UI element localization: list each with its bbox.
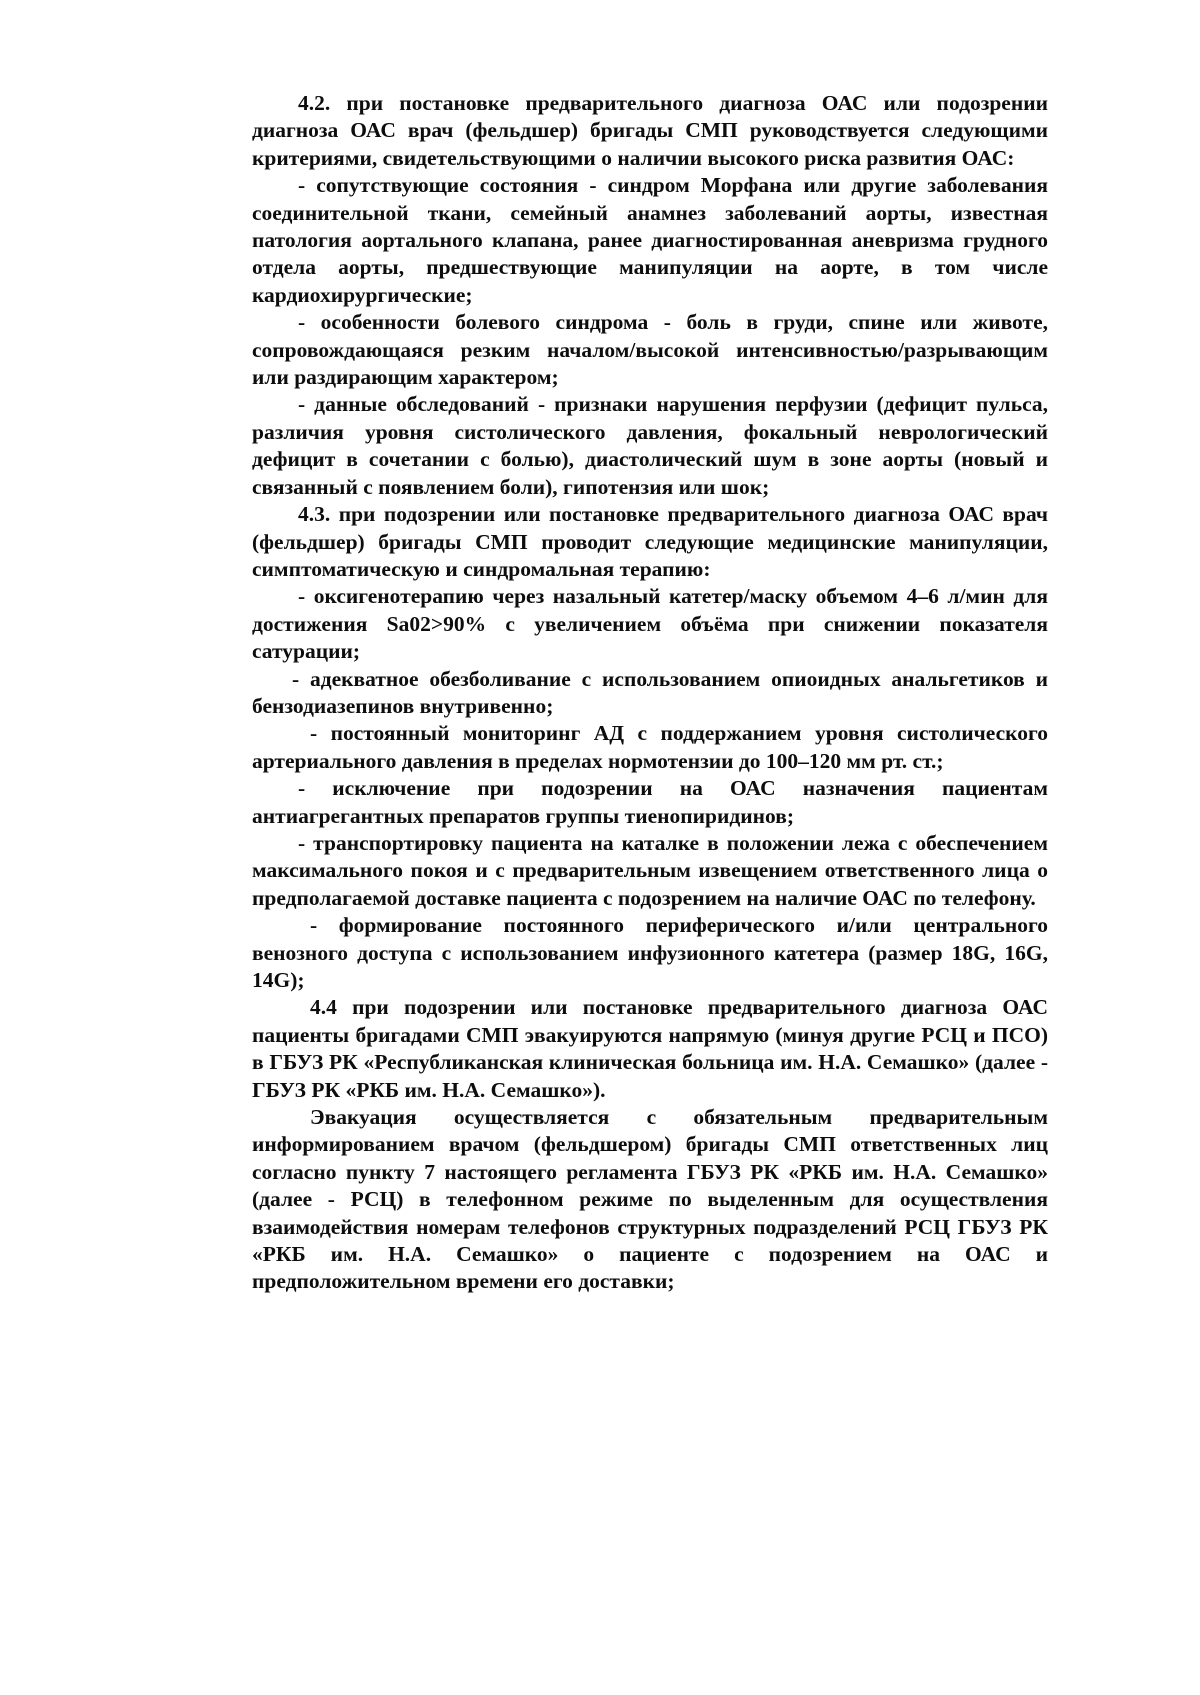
venous-access-item: - формирование постоянного периферического и/или центрального венозного доступа с использованием инфузионного катетера (размер 18G, 16G, 14G); xyxy=(252,913,1048,992)
bp-monitoring-item: - постоянный мониторинг АД с поддержанием уровня систолического артериального давления в пределах нормотензии до 100–120 мм рт. ст.; xyxy=(252,721,1048,773)
oxygen-therapy-item: - оксигенотерапию через назальный катетер/маску объемом 4–6 л/мин для достижения Sa02>90% с увеличением объёма при снижении показателя сатурации; xyxy=(252,584,1048,664)
paragraph-4-4: 4.4 при подозрении или постановке предварительного диагноза ОАС пациенты бригадами СМП эвакуируются напрямую (минуя другие РСЦ и ПСО) в ГБУЗ РК «Республиканская клиническая больница им. Н.А. Семашко» (далее - ГБУЗ РК «РКБ им. Н.А. Семашко»). xyxy=(252,995,1048,1102)
paragraph-4-3: 4.3. при подозрении или постановке предварительного диагноза ОАС врач (фельдшер) бригады СМП проводит следующие медицинские манипуляции, симптоматическую и синдромальная терапию: xyxy=(252,502,1048,581)
criteria-pain-syndrome: - особенности болевого синдрома - боль в груди, спине или животе, сопровождающаяся резким началом/высокой интенсивностью/разрывающим или раздирающим характером; xyxy=(252,310,1048,390)
paragraph-4-2: 4.2. при постановке предварительного диагноза ОАС или подозрении диагноза ОАС врач (фельдшер) бригады СМП руководствуется следующими критериями, свидетельствующими о наличии высокого риска развития ОАС: xyxy=(252,91,1048,170)
criteria-examination-data: - данные обследований - признаки нарушения перфузии (дефицит пульса, различия уровня систолического давления, фокальный неврологический дефицит в сочетании с болью), диастолический шум в зоне аорты (новый и связанный с появлением боли), гипотензия или шок; xyxy=(252,392,1048,499)
evacuation-paragraph: Эвакуация осуществляется с обязательным предварительным информированием врачом (фельдшером) бригады СМП ответственных лиц согласно пункту 7 настоящего регламента ГБУЗ РК «РКБ им. Н.А. Семашко» (далее - РСЦ) в телефонном режиме по выделенным для осуществления взаимодействия номерам телефонов структурных подразделений РСЦ ГБУЗ РК «РКБ им. Н.А. Семашко» о пациенте с подозрением на ОАС и предположительном времени его доставки; xyxy=(252,1105,1048,1294)
transport-item: - транспортировку пациента на каталке в положении лежа с обеспечением максимального покоя и с предварительным извещением ответственного лица о предполагаемой доставке пациента с подозрением на наличие ОАС по телефону. xyxy=(252,830,1048,910)
analgesia-item: - адекватное обезболивание с использованием опиоидных анальгетиков и бензодиазепинов внутривенно; xyxy=(252,666,1048,718)
antiplatelet-exclusion-item: - исключение при подозрении на ОАС назначения пациентам антиагрегантных препаратов группы тиенопиридинов; xyxy=(252,776,1048,828)
criteria-comorbidities: - сопутствующие состояния - синдром Морфана или другие заболевания соединительной ткани, семейный анамнез заболеваний аорты, известная патология аортального клапана, ранее диагностированная аневризма грудного отдела аорты, предшествующие манипуляции на аорте, в том числе кардиохирургические; xyxy=(252,173,1048,307)
document-body xyxy=(252,90,1048,1296)
